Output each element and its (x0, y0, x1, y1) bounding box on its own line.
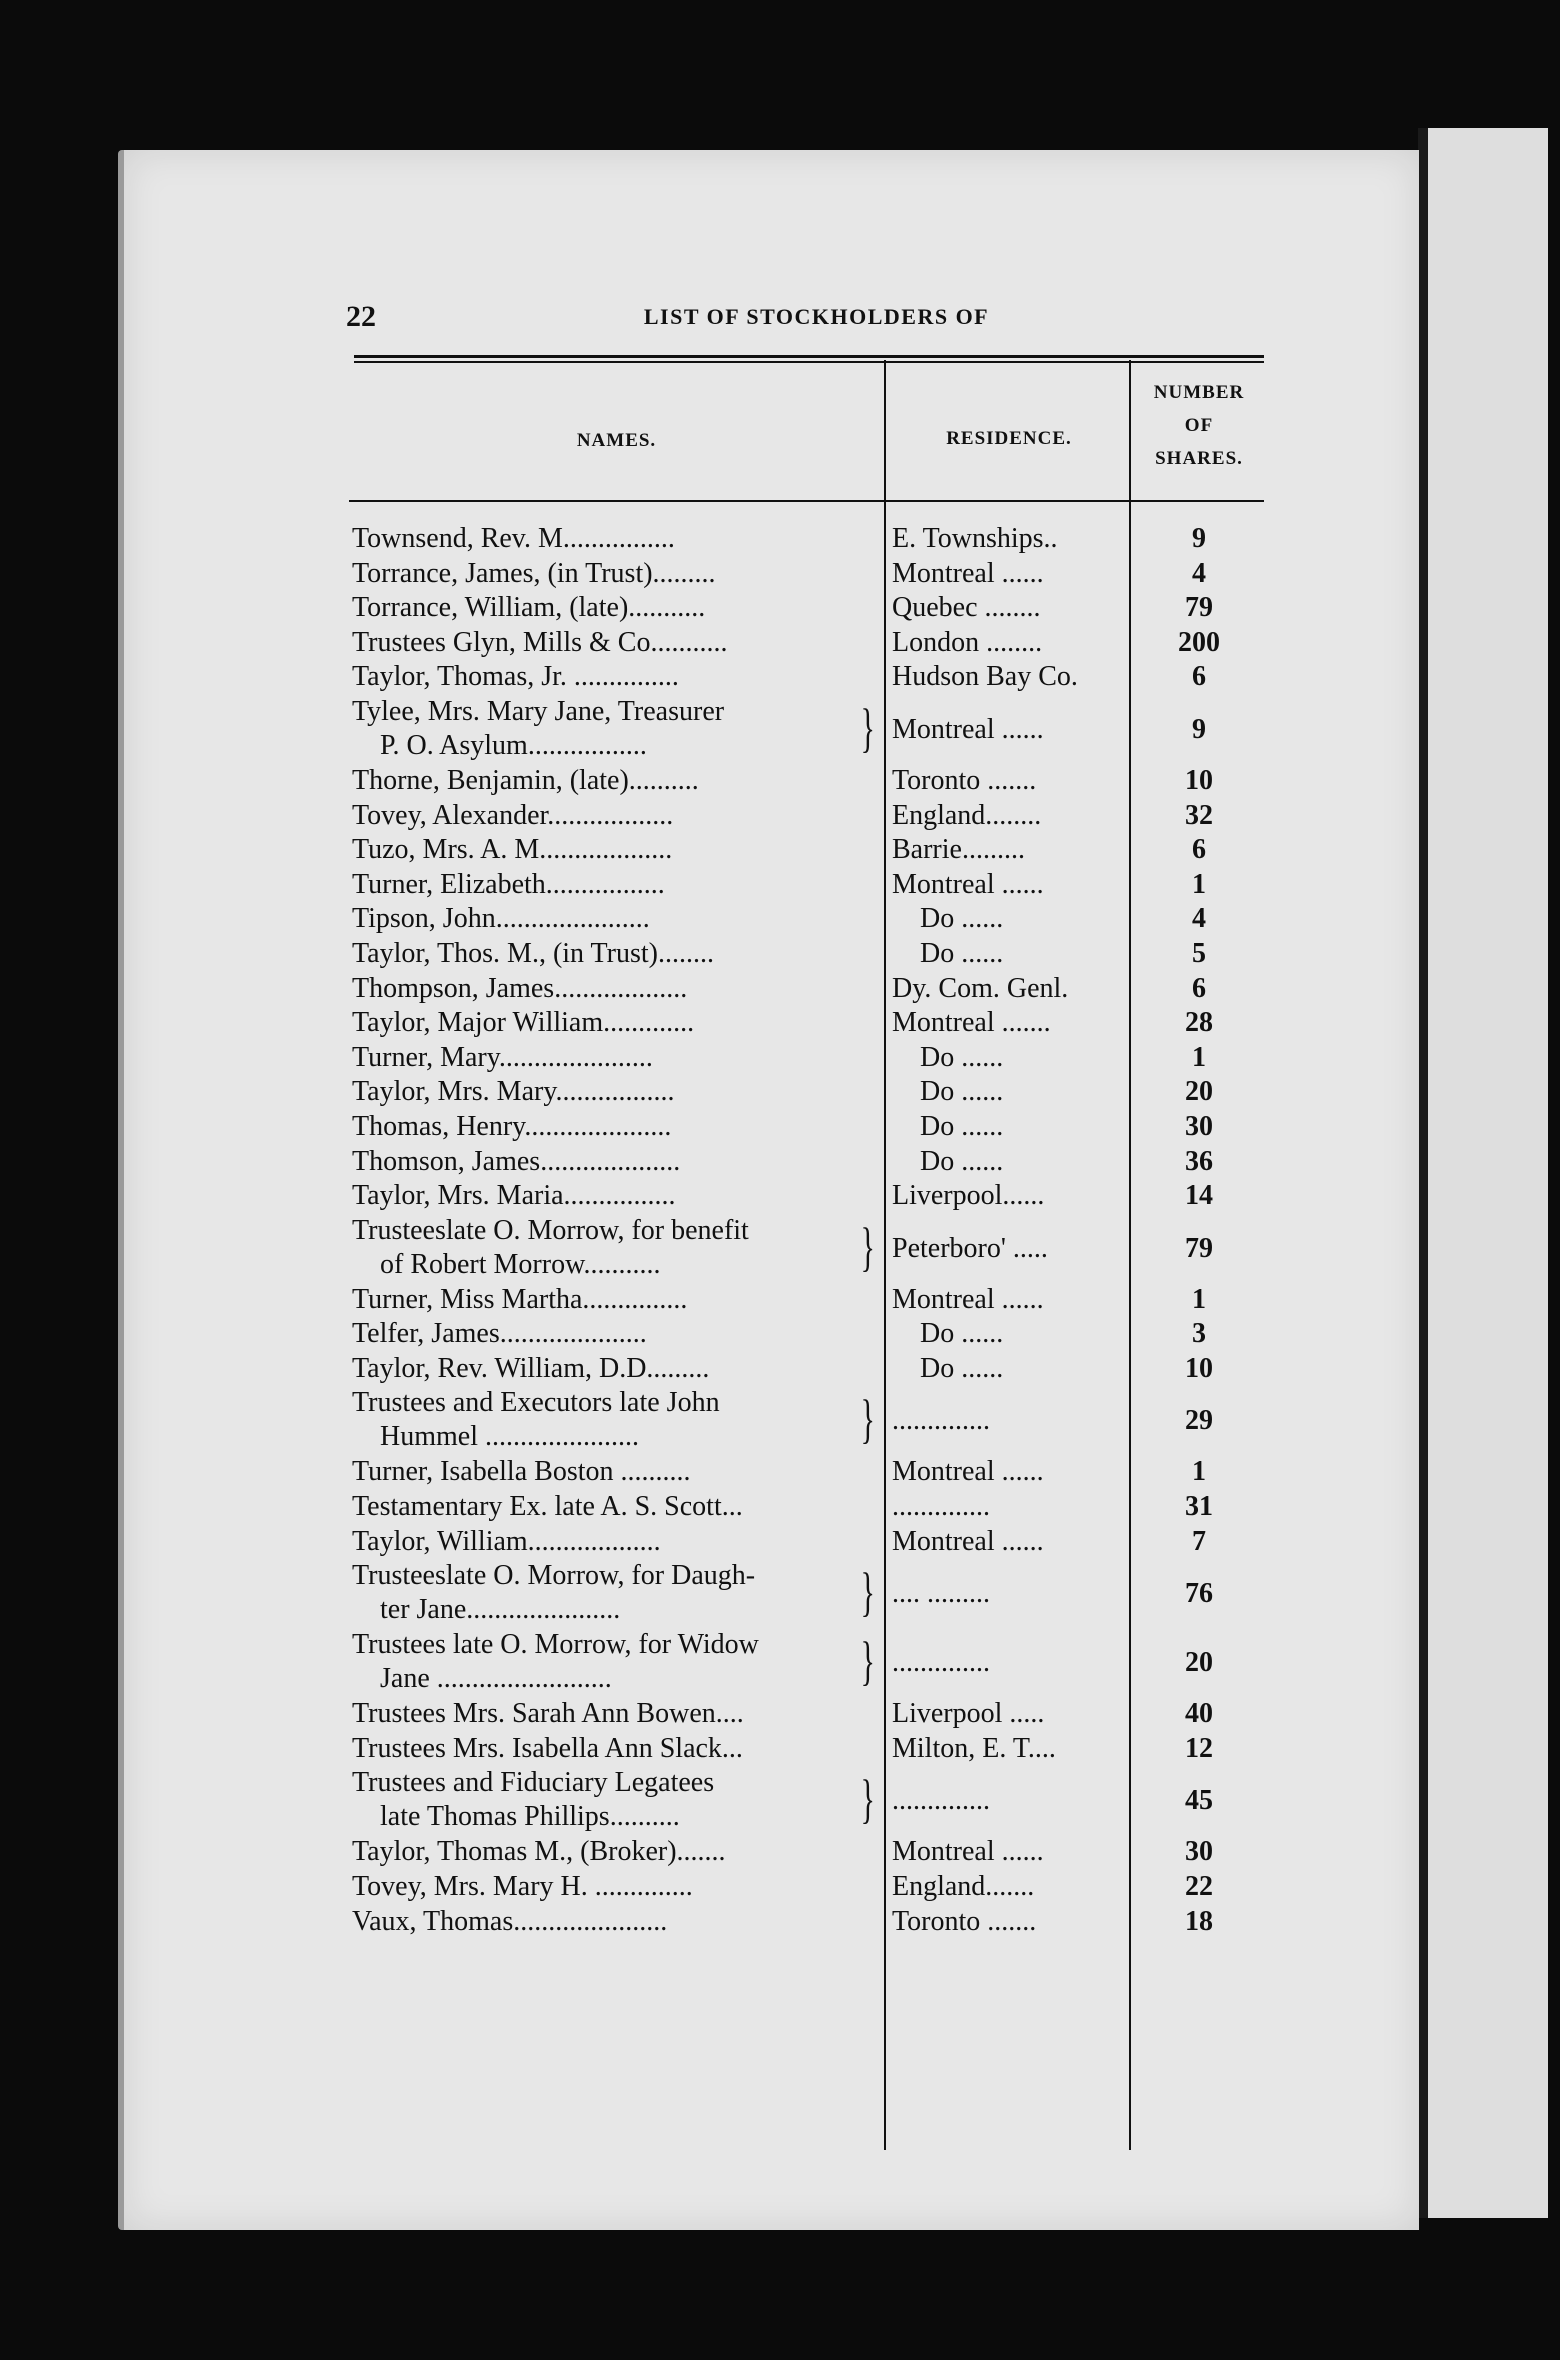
stockholder-shares: 18 (1185, 1905, 1213, 1937)
curly-brace: } (860, 1769, 875, 1830)
stockholder-residence: Montreal ...... (892, 557, 1044, 589)
header-double-rule (354, 355, 1264, 363)
stockholder-shares: 1 (1192, 1041, 1206, 1073)
stockholder-residence: England........ (892, 799, 1042, 831)
curly-brace: } (860, 1389, 875, 1450)
stockholder-name (352, 1525, 877, 1560)
stockholder-residence: Hudson Bay Co. (892, 661, 1078, 693)
stockholder-shares: 5 (1192, 937, 1206, 969)
table-row (124, 1145, 1419, 1180)
table-row (124, 1041, 1419, 1076)
stockholder-shares: 4 (1192, 903, 1206, 935)
shares-header-line-1: NUMBER (1153, 382, 1245, 403)
stockholder-shares: 9 (1192, 713, 1206, 745)
name-line: Townsend, Rev. M................ (352, 523, 675, 554)
name-line: Trusteeslate O. Morrow, for Daugh- (352, 1560, 756, 1592)
stockholder-name (352, 1905, 877, 1940)
stockholder-shares: 36 (1185, 1145, 1213, 1177)
name-line: Telfer, James..................... (352, 1318, 647, 1350)
name-line: Trustees and Fiduciary Legatees (352, 1767, 715, 1799)
name-line: Testamentary Ex. late A. S. Scott... (352, 1491, 743, 1523)
stockholder-name (352, 1386, 877, 1455)
name-line: Taylor, William................... (352, 1525, 661, 1557)
stockholder-shares: 1 (1192, 868, 1206, 900)
name-line: Thorne, Benjamin, (late).......... (352, 764, 699, 796)
name-line: Tovey, Alexander.................. (352, 799, 674, 831)
name-line: Turner, Mary...................... (352, 1041, 653, 1073)
table-row (124, 695, 1419, 764)
table-row (124, 833, 1419, 868)
table-row (124, 1110, 1419, 1145)
stockholder-shares: 6 (1192, 834, 1206, 866)
stockholder-name (352, 1179, 877, 1214)
table-row (124, 1283, 1419, 1318)
stockholder-name (352, 1041, 877, 1076)
stockholder-shares: 200 (1178, 626, 1220, 658)
stockholder-shares: 32 (1185, 799, 1213, 831)
name-line: Trusteeslate O. Morrow, for benefit (352, 1214, 749, 1246)
table-row (124, 1006, 1419, 1041)
stockholder-residence: Do ...... (920, 1110, 1004, 1142)
stockholder-shares: 76 (1185, 1578, 1213, 1610)
name-line: Taylor, Thomas M., (Broker)....... (352, 1836, 726, 1868)
stockholder-name (352, 660, 877, 695)
stockholder-name (352, 1352, 877, 1387)
stockholder-shares: 1 (1192, 1283, 1206, 1315)
stockholder-residence: Do ...... (920, 1318, 1004, 1350)
name-line: Taylor, Rev. William, D.D......... (352, 1352, 710, 1384)
stockholder-residence: .............. (892, 1405, 990, 1437)
stockholder-name (352, 799, 877, 834)
name-line: Trustees and Executors late John (352, 1387, 720, 1419)
stockholder-name (352, 1317, 877, 1352)
table-row (124, 1352, 1419, 1387)
stockholder-residence: Do ...... (920, 937, 1004, 969)
stockholder-residence: Do ...... (920, 1352, 1004, 1384)
stockholder-residence: .... ......... (892, 1578, 990, 1610)
stockholder-shares: 1 (1192, 1456, 1206, 1488)
name-line: Torrance, James, (in Trust)......... (352, 557, 716, 589)
name-line: Taylor, Thos. M., (in Trust)........ (352, 937, 714, 969)
stockholder-name (352, 1870, 877, 1905)
table-row (124, 1905, 1419, 1940)
column-header-residence: RESIDENCE. (946, 428, 1072, 449)
stockholder-name (352, 833, 877, 868)
name-line: Tipson, John...................... (352, 903, 650, 935)
stockholder-shares: 30 (1185, 1836, 1213, 1868)
name-line: Taylor, Mrs. Maria................ (352, 1180, 676, 1212)
stockholder-shares: 40 (1185, 1698, 1213, 1730)
page-number: 22 (346, 300, 376, 333)
stockholder-residence: Toronto ....... (892, 764, 1037, 796)
stockholder-name (352, 522, 877, 557)
stockholder-shares: 28 (1185, 1007, 1213, 1039)
table-row (124, 1870, 1419, 1905)
stockholder-name (352, 1455, 877, 1490)
shares-header-line-2: OF (1184, 415, 1214, 436)
curly-brace: } (860, 1562, 875, 1623)
name-line: Turner, Isabella Boston .......... (352, 1456, 691, 1488)
name-line-continued: ter Jane...................... (380, 1594, 621, 1626)
name-line: Thompson, James................... (352, 972, 688, 1004)
name-line: Trustees late O. Morrow, for Widow (352, 1629, 759, 1661)
table-row (124, 1214, 1419, 1283)
stockholder-name (352, 868, 877, 903)
stockholder-residence: Barrie......... (892, 834, 1025, 866)
table-row (124, 1525, 1419, 1560)
name-line: Tovey, Mrs. Mary H. .............. (352, 1871, 693, 1903)
table-row (124, 1732, 1419, 1767)
stockholder-shares: 10 (1185, 1352, 1213, 1384)
name-line: Trustees Mrs. Sarah Ann Bowen.... (352, 1698, 744, 1730)
stockholder-shares: 79 (1185, 592, 1213, 624)
stockholder-name (352, 1145, 877, 1180)
name-line-continued: Jane ......................... (380, 1663, 612, 1695)
stockholder-name (352, 1006, 877, 1041)
stockholder-residence: Do ...... (920, 1145, 1004, 1177)
stockholder-residence: Liverpool...... (892, 1180, 1045, 1212)
stockholder-name (352, 937, 877, 972)
running-head: LIST OF STOCKHOLDERS OF (643, 304, 990, 329)
name-line: Torrance, William, (late)........... (352, 592, 706, 624)
name-line: Taylor, Mrs. Mary................. (352, 1076, 675, 1108)
stockholder-name (352, 1732, 877, 1767)
table-row (124, 937, 1419, 972)
stockholder-name (352, 1559, 877, 1628)
table-row (124, 1835, 1419, 1870)
table-row (124, 557, 1419, 592)
column-header-shares (1134, 376, 1264, 475)
stockholder-shares: 6 (1192, 972, 1206, 1004)
stockholder-name (352, 1628, 877, 1697)
name-line: Tuzo, Mrs. A. M................... (352, 834, 673, 866)
stockholder-name (352, 1075, 877, 1110)
name-line: Tylee, Mrs. Mary Jane, Treasurer (352, 695, 725, 727)
stockholder-shares: 6 (1192, 661, 1206, 693)
stockholder-residence: Peterboro' ..... (892, 1232, 1048, 1264)
name-line: Thomas, Henry..................... (352, 1110, 672, 1142)
stockholder-name (352, 1490, 877, 1525)
table-row (124, 1179, 1419, 1214)
stockholder-shares: 29 (1185, 1405, 1213, 1437)
stockholder-name (352, 1110, 877, 1145)
table-row (124, 1697, 1419, 1732)
stockholder-name (352, 557, 877, 592)
stockholder-name (352, 1835, 877, 1870)
stockholder-name (352, 695, 877, 764)
stockholder-residence: England....... (892, 1871, 1035, 1903)
name-line: Vaux, Thomas...................... (352, 1905, 668, 1937)
stockholder-shares: 4 (1192, 557, 1206, 589)
curly-brace: } (860, 1631, 875, 1692)
stockholder-shares: 22 (1185, 1871, 1213, 1903)
stockholder-residence: Milton, E. T.... (892, 1732, 1056, 1764)
table-row (124, 764, 1419, 799)
stockholder-residence: Dy. Com. Genl. (892, 972, 1069, 1004)
book-page (118, 150, 1419, 2230)
stockholder-residence: Montreal ...... (892, 713, 1044, 745)
stockholder-residence: London ........ (892, 626, 1043, 658)
column-header-names: NAMES. (576, 430, 657, 451)
stockholder-residence: .............. (892, 1491, 990, 1523)
table-row (124, 1075, 1419, 1110)
table-row (124, 660, 1419, 695)
stockholder-name (352, 764, 877, 799)
name-line: Turner, Elizabeth................. (352, 868, 665, 900)
stockholder-residence: Do ...... (920, 1076, 1004, 1108)
stockholder-residence: E. Townships.. (892, 523, 1058, 554)
table-row (124, 522, 1419, 557)
table-row (124, 902, 1419, 937)
stockholder-shares: 20 (1185, 1647, 1213, 1679)
table-row (124, 868, 1419, 903)
stockholder-name (352, 1697, 877, 1732)
column-header-rule (349, 500, 1264, 502)
stockholder-name (352, 626, 877, 661)
stockholder-name (352, 902, 877, 937)
stockholder-residence: Quebec ........ (892, 592, 1041, 624)
table-row (124, 626, 1419, 661)
name-line: Taylor, Major William............. (352, 1007, 695, 1039)
shares-header-line-3: SHARES. (1155, 448, 1243, 469)
name-line: Trustees Glyn, Mills & Co........... (352, 626, 728, 658)
stockholder-residence: Montreal ...... (892, 1456, 1044, 1488)
table-row (124, 1386, 1419, 1455)
stockholder-name (352, 1766, 877, 1835)
stockholder-shares: 79 (1185, 1232, 1213, 1264)
name-line-continued: late Thomas Phillips.......... (380, 1801, 680, 1833)
table-row (124, 1559, 1419, 1628)
stockholder-shares: 3 (1192, 1318, 1206, 1350)
stockholder-residence: Montreal ...... (892, 1525, 1044, 1557)
stockholder-name (352, 1283, 877, 1318)
stockholder-shares: 12 (1185, 1732, 1213, 1764)
name-line-continued: of Robert Morrow........... (380, 1248, 661, 1280)
table-row (124, 1455, 1419, 1490)
stockholder-shares: 9 (1192, 523, 1206, 554)
stockholder-residence: Toronto ....... (892, 1905, 1037, 1937)
stockholder-residence: Do ...... (920, 903, 1004, 935)
stockholder-residence: .............. (892, 1647, 990, 1679)
stockholder-shares: 10 (1185, 764, 1213, 796)
table-row (124, 1490, 1419, 1525)
stockholder-shares: 45 (1185, 1785, 1213, 1817)
stockholder-residence: .............. (892, 1785, 990, 1817)
stockholder-residence: Montreal ...... (892, 1836, 1044, 1868)
stockholder-name (352, 972, 877, 1007)
table-row (124, 799, 1419, 834)
name-line: Trustees Mrs. Isabella Ann Slack... (352, 1732, 743, 1764)
table-row (124, 1628, 1419, 1697)
stockholder-shares: 14 (1185, 1180, 1213, 1212)
stockholder-shares: 7 (1192, 1525, 1206, 1557)
stockholder-name (352, 1214, 877, 1283)
stockholder-shares: 31 (1185, 1491, 1213, 1523)
curly-brace: } (860, 1216, 875, 1277)
name-line: Turner, Miss Martha............... (352, 1283, 688, 1315)
stockholder-residence: Montreal ...... (892, 1283, 1044, 1315)
stockholder-name (352, 591, 877, 626)
stockholder-residence: Montreal ...... (892, 868, 1044, 900)
name-line: Thomson, James.................... (352, 1145, 681, 1177)
name-line-continued: Hummel ...................... (380, 1421, 639, 1453)
stockholder-shares: 30 (1185, 1110, 1213, 1142)
stockholder-table (124, 522, 1419, 1939)
facing-page-edge (1418, 128, 1548, 2218)
table-row (124, 1766, 1419, 1835)
curly-brace: } (860, 697, 875, 758)
name-line: Taylor, Thomas, Jr. ............... (352, 661, 679, 693)
stockholder-residence: Do ...... (920, 1041, 1004, 1073)
stockholder-residence: Liverpool ..... (892, 1698, 1045, 1730)
stockholder-residence: Montreal ....... (892, 1007, 1051, 1039)
table-row (124, 1317, 1419, 1352)
stockholder-shares: 20 (1185, 1076, 1213, 1108)
name-line-continued: P. O. Asylum................. (380, 729, 647, 761)
table-row (124, 972, 1419, 1007)
table-row (124, 591, 1419, 626)
